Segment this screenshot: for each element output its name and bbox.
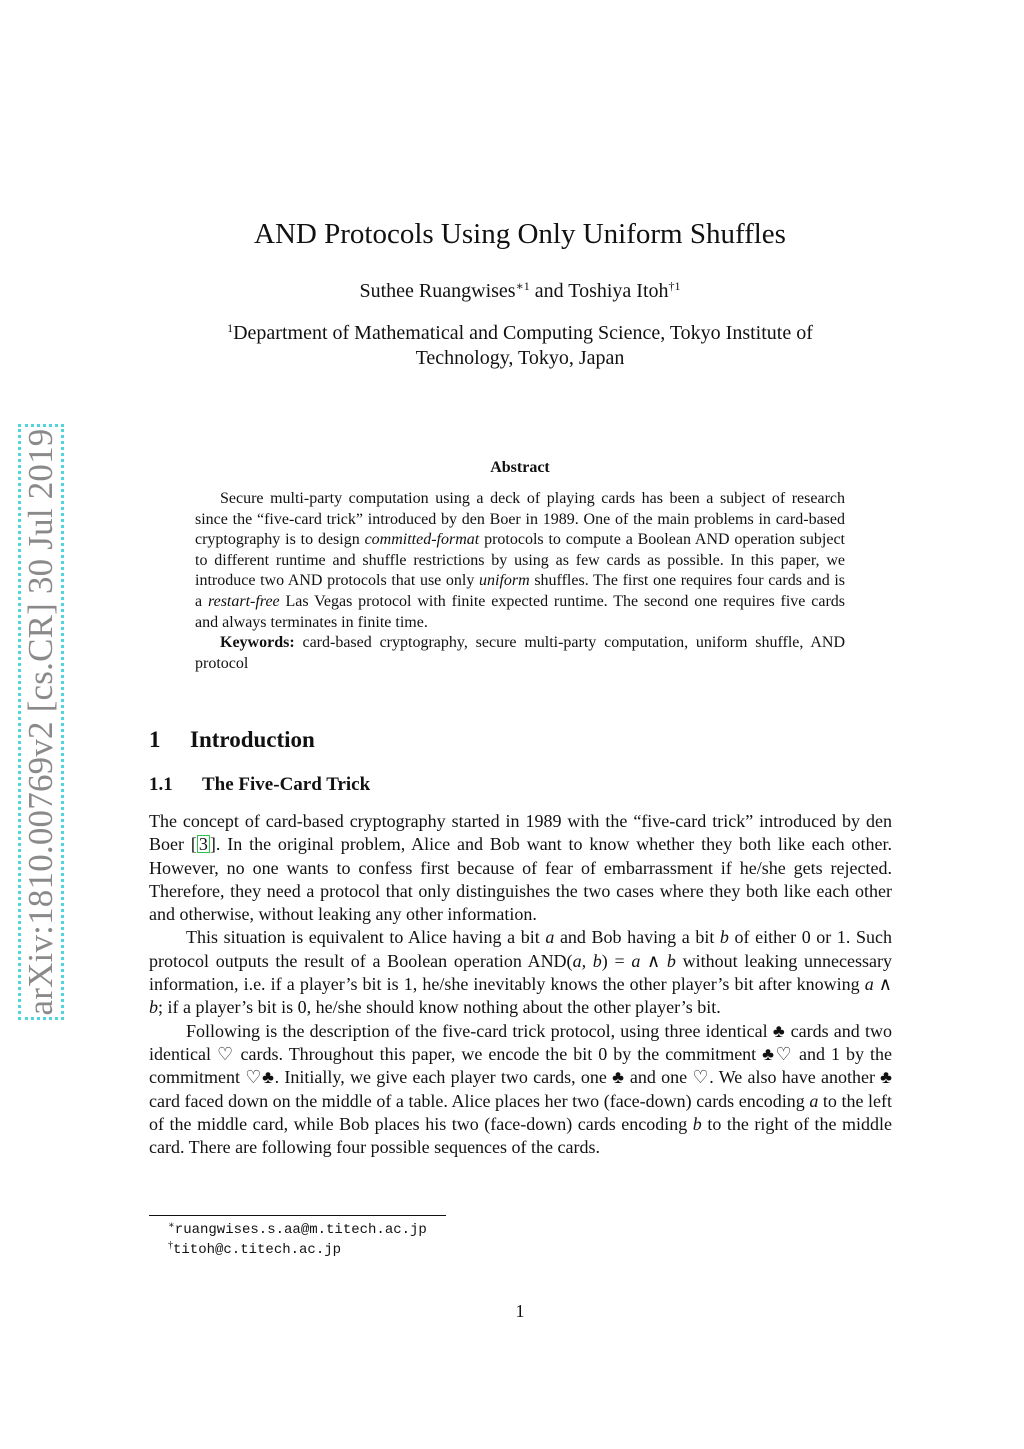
footnote-divider — [149, 1215, 446, 1216]
body-paragraph: This situation is equivalent to Alice having a bit a and Bob having a bit b of either 0 or 1. Such protocol outputs the result of a Boolean operation AND(a, b) = a ∧ b without leaking unnecessary information, i.e. if a player’s bit is 1, he/she inevitably knows the other player’s bit after knowing a ∧ b; if a player’s bit is 0, he/she should know nothing about the other player’s bit. — [149, 927, 892, 1018]
keywords-text: card-based cryptography, secure multi-party computation, uniform shuffle, AND protocol — [195, 634, 845, 672]
affiliation — [180, 321, 860, 371]
footnote — [168, 1220, 427, 1240]
footnote-mark: † — [168, 1240, 173, 1251]
affiliation-line: Department of Mathematical and Computing Science, Tokyo Institute of — [233, 322, 813, 344]
emphasis: committed-format — [364, 531, 480, 549]
author-name: Toshiya Itoh — [568, 280, 669, 302]
footnote-mark: ∗ — [168, 1220, 175, 1231]
subsection-number: 1.1 — [149, 774, 173, 795]
emphasis: restart-free — [207, 592, 280, 610]
author-name: Suthee Ruangwises — [359, 280, 516, 302]
body-paragraph: Following is the description of the five-card trick protocol, using three identical ♣ cards and two identical ♡ cards. Throughout this paper, we encode the bit 0 by the commitment ♣♡ and 1 by the commitment ♡♣. Initially, we give each player two cards, one ♣ and one ♡. We also have another ♣ card faced down on the middle of a table. Alice places her two (face-down) cards encoding a to the left of the middle card, while Bob places his two (face-down) cards encoding b to the right of the middle card. There are following four possible sequences of the cards. — [149, 1020, 892, 1158]
paper-title: AND Protocols Using Only Uniform Shuffles — [254, 218, 786, 250]
arxiv-stamp[interactable]: arXiv:1810.00769v2 [cs.CR] 30 Jul 2019 — [21, 428, 60, 1016]
affiliation-mark: 1 — [227, 321, 234, 335]
affiliation-line: Technology, Tokyo, Japan — [415, 347, 625, 369]
footnotes — [168, 1220, 427, 1260]
keywords-label: Keywords: — [220, 634, 295, 652]
section-title: Introduction — [190, 727, 315, 752]
page-number: 1 — [515, 1301, 525, 1321]
footnote — [168, 1240, 427, 1260]
footnote-email[interactable]: titoh@c.titech.ac.jp — [173, 1242, 342, 1258]
section-number: 1 — [149, 727, 161, 752]
abstract-heading: Abstract — [490, 459, 550, 476]
abstract-body — [195, 489, 845, 674]
citation-link[interactable]: 3 — [198, 834, 208, 855]
section-heading — [149, 727, 315, 753]
footnote-email[interactable]: ruangwises.s.aa@m.titech.ac.jp — [174, 1222, 427, 1238]
subsection-title: The Five-Card Trick — [202, 774, 371, 795]
body-paragraph: The concept of card-based cryptography started in 1989 with the “five-card trick” introduced by den Boer [ 3 ]. In the original problem, Alice and Bob want to know whether they both like each other. However, no one wants to confess first because of fear of embarrassment if he/she gets rejected. Therefore, they need a protocol that only distinguishes the two cases where they both like each other and otherwise, without leaking any other information. — [149, 811, 892, 925]
abstract-paragraph: Secure multi-party computation using a deck of playing cards has been a subject of research since the “five-card trick” introduced by den Boer in 1989. One of the main problems in card-based cryptography is to design committed-format protocols to compute a Boolean AND operation subject to different runtime and shuffle restrictions by using as few cards as possible. In this paper, we introduce two AND protocols that use only uniform shuffles. The first one requires four cards and is a restart-free Las Vegas protocol with finite expected runtime. The second one requires five cards and always terminates in finite time. — [195, 490, 846, 631]
author-connector: and — [529, 280, 569, 302]
author-line — [150, 278, 890, 304]
subsection-heading — [149, 774, 370, 796]
emphasis: uniform — [479, 572, 530, 590]
body-text — [149, 810, 892, 1159]
keywords — [195, 633, 845, 674]
author-mark: †1 — [668, 279, 681, 293]
author-mark: ∗1 — [515, 279, 530, 293]
